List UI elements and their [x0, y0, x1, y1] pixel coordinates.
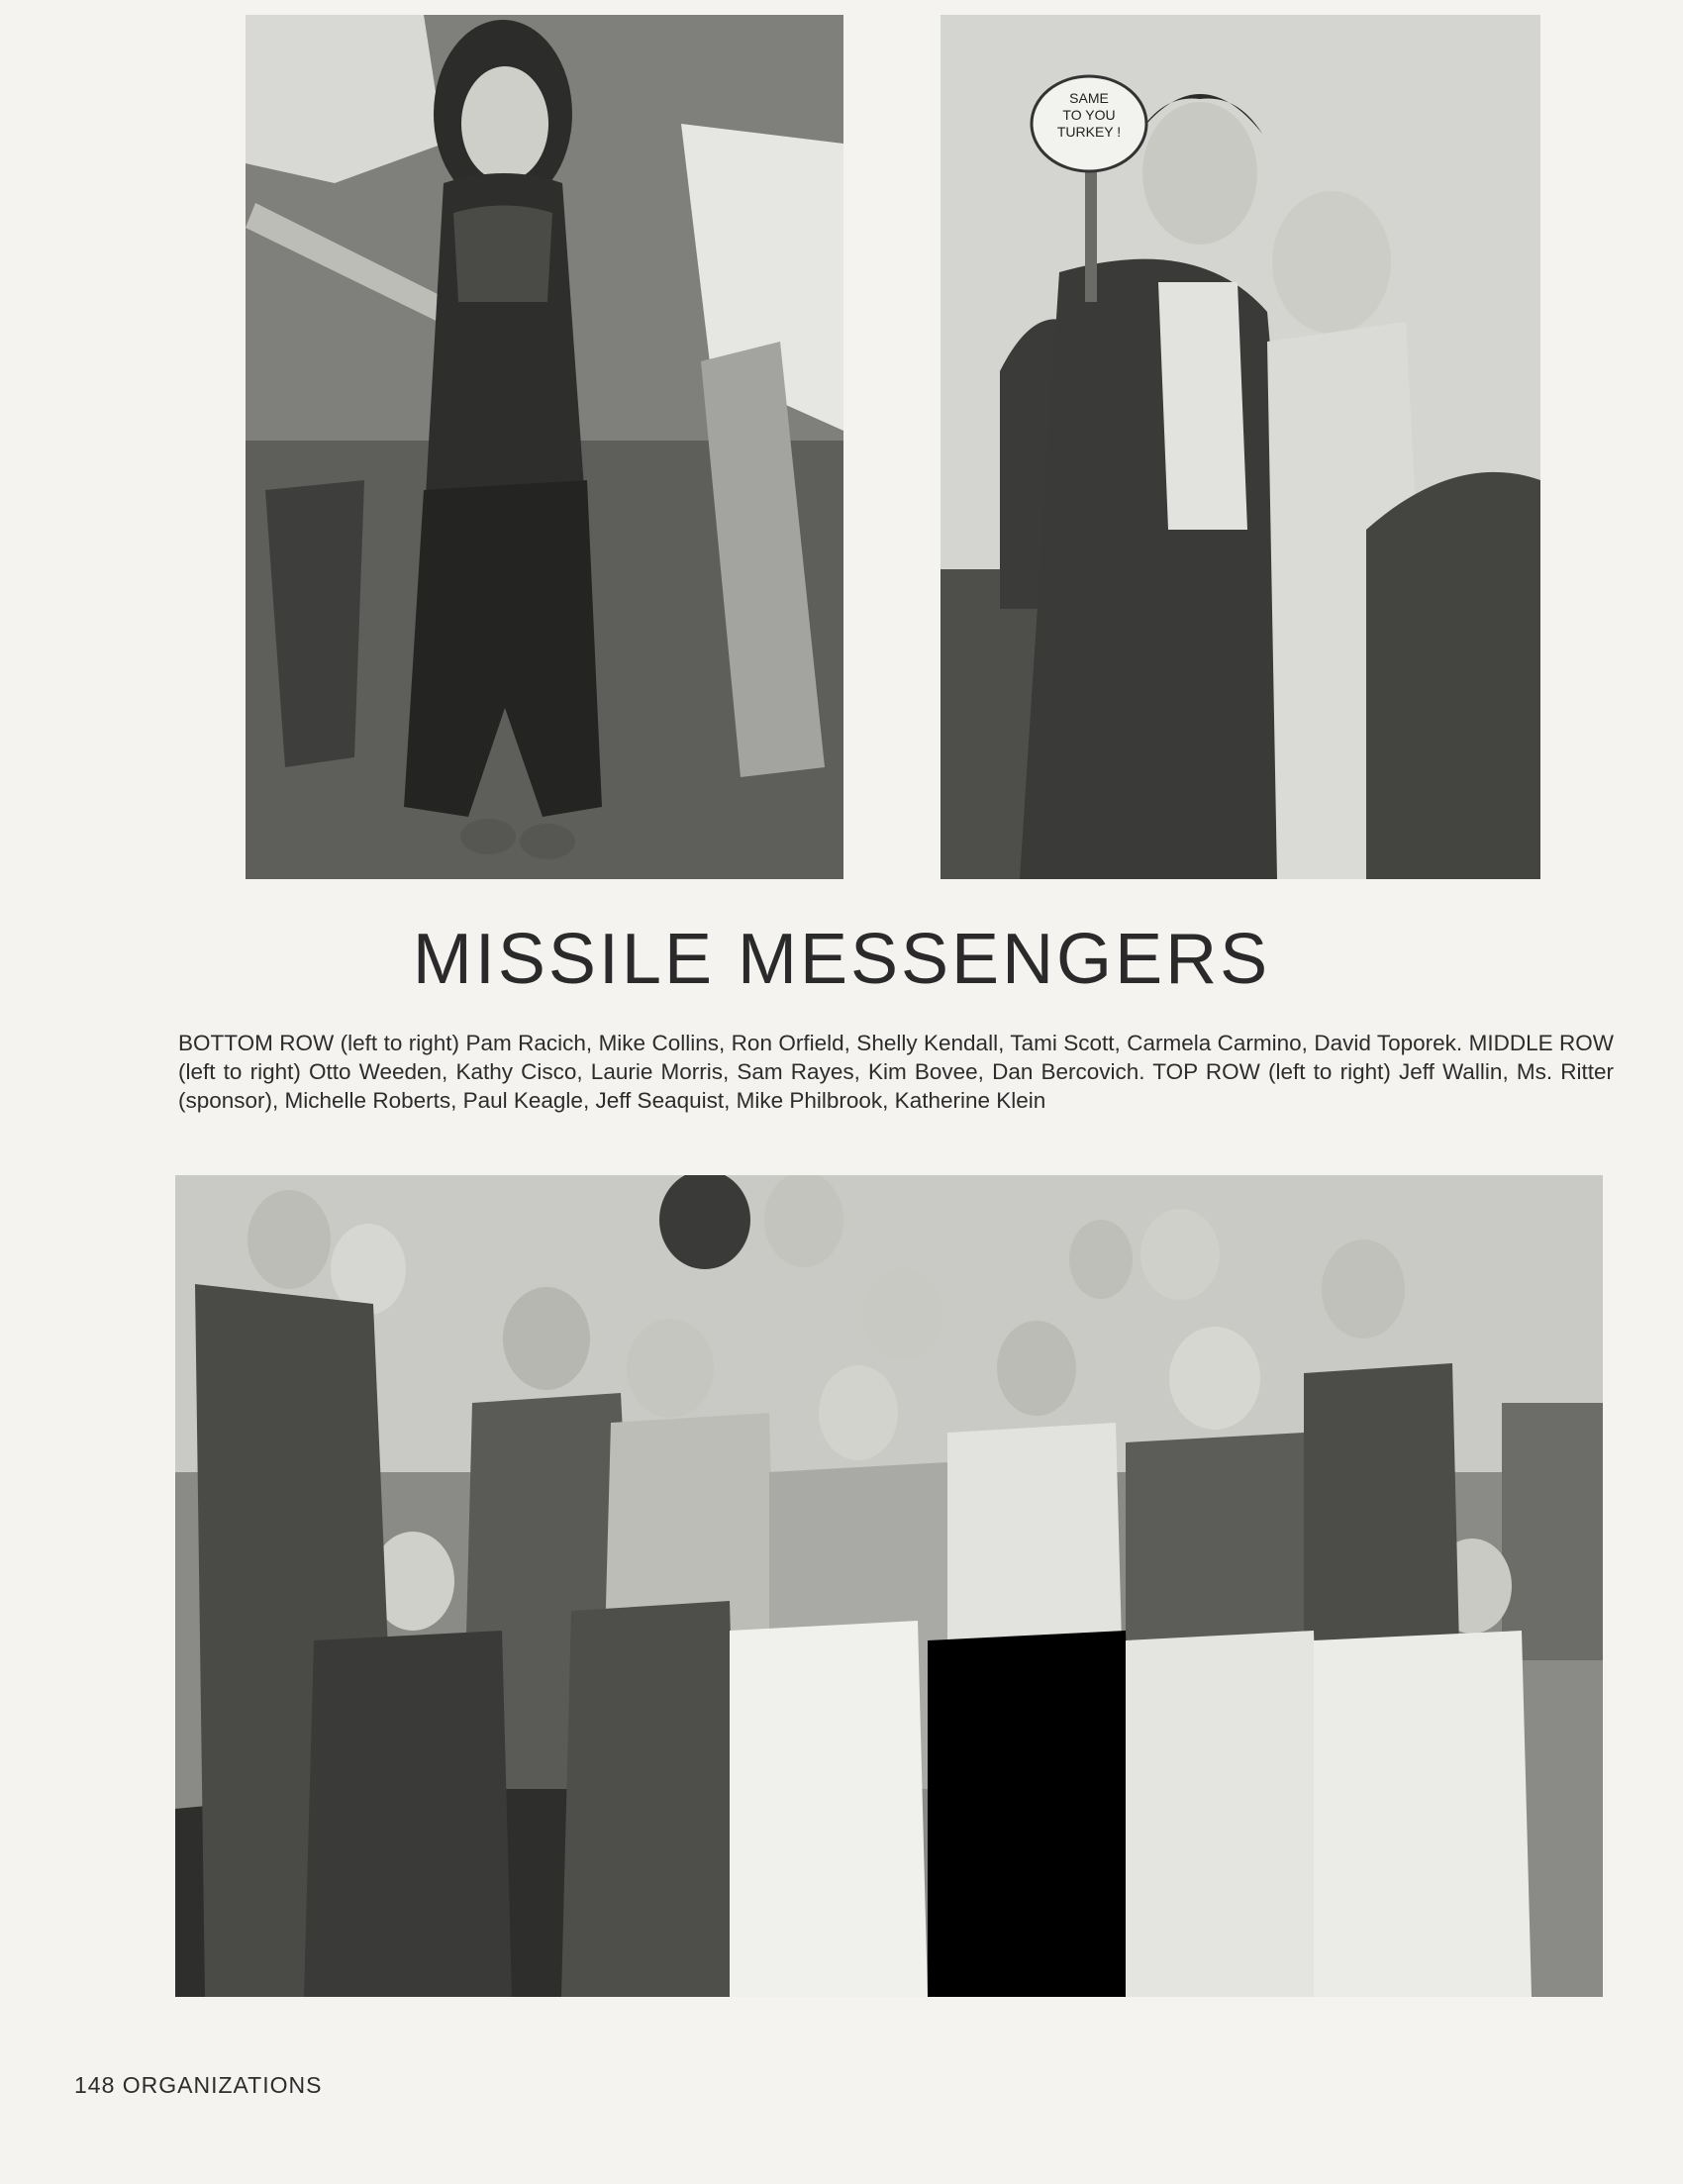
group-photo: [175, 1175, 1603, 1997]
group-photo-drawing: [175, 1175, 1603, 1997]
photo-caption: BOTTOM ROW (left to right) Pam Racich, Mike Collins, Ron Orfield, Shelly Kendall, Tami Scott, Carmela Carmino, David Toporek. MIDDLE ROW (left to right) Otto Weeden, Kathy Cisco, Laurie Morris, Sam Rayes, Kim Bovee, Dan Bercovich. TOP ROW (left to right) Jeff Wallin, Ms. Ritter (sponsor), Michelle Roberts, Paul Keagle, Jeff Seaquist, Mike Philbrook, Katherine Klein: [178, 1031, 1614, 1113]
sign-line: TO YOU: [1062, 107, 1116, 123]
photo-woman-laughing: [246, 15, 843, 879]
sign-line: SAME: [1069, 90, 1109, 106]
photo-woman-laughing-drawing: [246, 15, 843, 879]
page-title: MISSILE MESSENGERS: [412, 920, 1271, 999]
photo-turkey-sign-drawing: [940, 15, 1540, 879]
turkey-sign-text: [1032, 90, 1146, 141]
sign-line: TURKEY !: [1056, 124, 1122, 140]
page-footer: 148 ORGANIZATIONS: [74, 2072, 323, 2098]
photo-turkey-sign: [940, 15, 1540, 879]
